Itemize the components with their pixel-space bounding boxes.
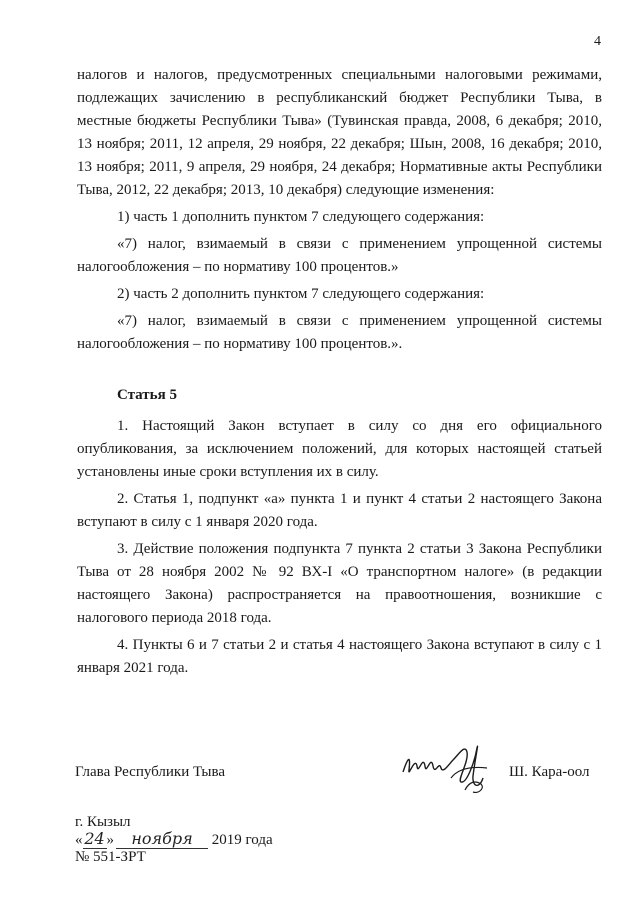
article-heading: Статья 5 <box>117 387 177 403</box>
date-line <box>75 831 273 849</box>
article-clause-3: 3. Действие положения подпункта 7 пункта 2 статьи 3 Закона Республики Тыва от 28 ноября 2002 № 92 ВХ-I «О транспортном налоге» (в редакции настоящего Закона) распространяется на правоотношения, возникшие с налогового периода 2018 года. <box>77 541 602 626</box>
paragraph-quote-2: «7) налог, взимаемый в связи с применением упрощенной системы налогообложения – по нормативу 100 процентов.». <box>77 313 602 352</box>
signatory-title: Глава Республики Тыва <box>75 764 226 780</box>
paragraph-item-2: 2) часть 2 дополнить пунктом 7 следующего содержания: <box>117 286 485 302</box>
page-number: 4 <box>594 34 601 49</box>
date-open-quote: « <box>75 832 83 848</box>
paragraph-continuation: налогов и налогов, предусмотренных специальными налоговыми режимами, подлежащих зачислению в республиканский бюджет Республики Тыва, в местные бюджеты Республики Тыва» (Тувинская правда, 2008, 6 декабря; 2010, 13 ноября; 2011, 12 апреля, 29 ноября, 22 декабря; Шын, 2008, 16 декабря; 2010, 13 ноября; 2011, 9 апреля, 29 ноября, 24 декабря; Нормативные акты Республики Тыва, 2012, 22 декабря; 2013, 10 декабря) следующие изменения: <box>77 67 602 198</box>
article-clause-2: 2. Статья 1, подпункт «а» пункта 1 и пункт 4 статьи 2 настоящего Закона вступают в силу с 1 января 2020 года. <box>77 491 602 530</box>
article-clause-4: 4. Пункты 6 и 7 статьи 2 и статья 4 настоящего Закона вступают в силу с 1 января 2021 года. <box>77 637 602 676</box>
date-close-quote: » <box>106 832 114 848</box>
paragraph-item-1: 1) часть 1 дополнить пунктом 7 следующего содержания: <box>117 209 485 225</box>
law-number: № 551-ЗРТ <box>75 849 146 865</box>
city-label: г. Кызыл <box>75 814 131 830</box>
signatory-name: Ш. Кара-оол <box>509 764 590 780</box>
handwritten-signature <box>395 730 505 800</box>
paragraph-quote-1: «7) налог, взимаемый в связи с применением упрощенной системы налогообложения – по нормативу 100 процентов.» <box>77 236 602 275</box>
date-year: 2019 года <box>211 832 273 848</box>
date-day: 24 <box>84 829 105 848</box>
date-month: ноября <box>131 829 193 848</box>
document-body <box>77 64 602 684</box>
article-clause-1: 1. Настоящий Закон вступает в силу со дня его официального опубликования, за исключением положений, для которых настоящей статьей установлены иные сроки вступления их в силу. <box>77 418 602 480</box>
